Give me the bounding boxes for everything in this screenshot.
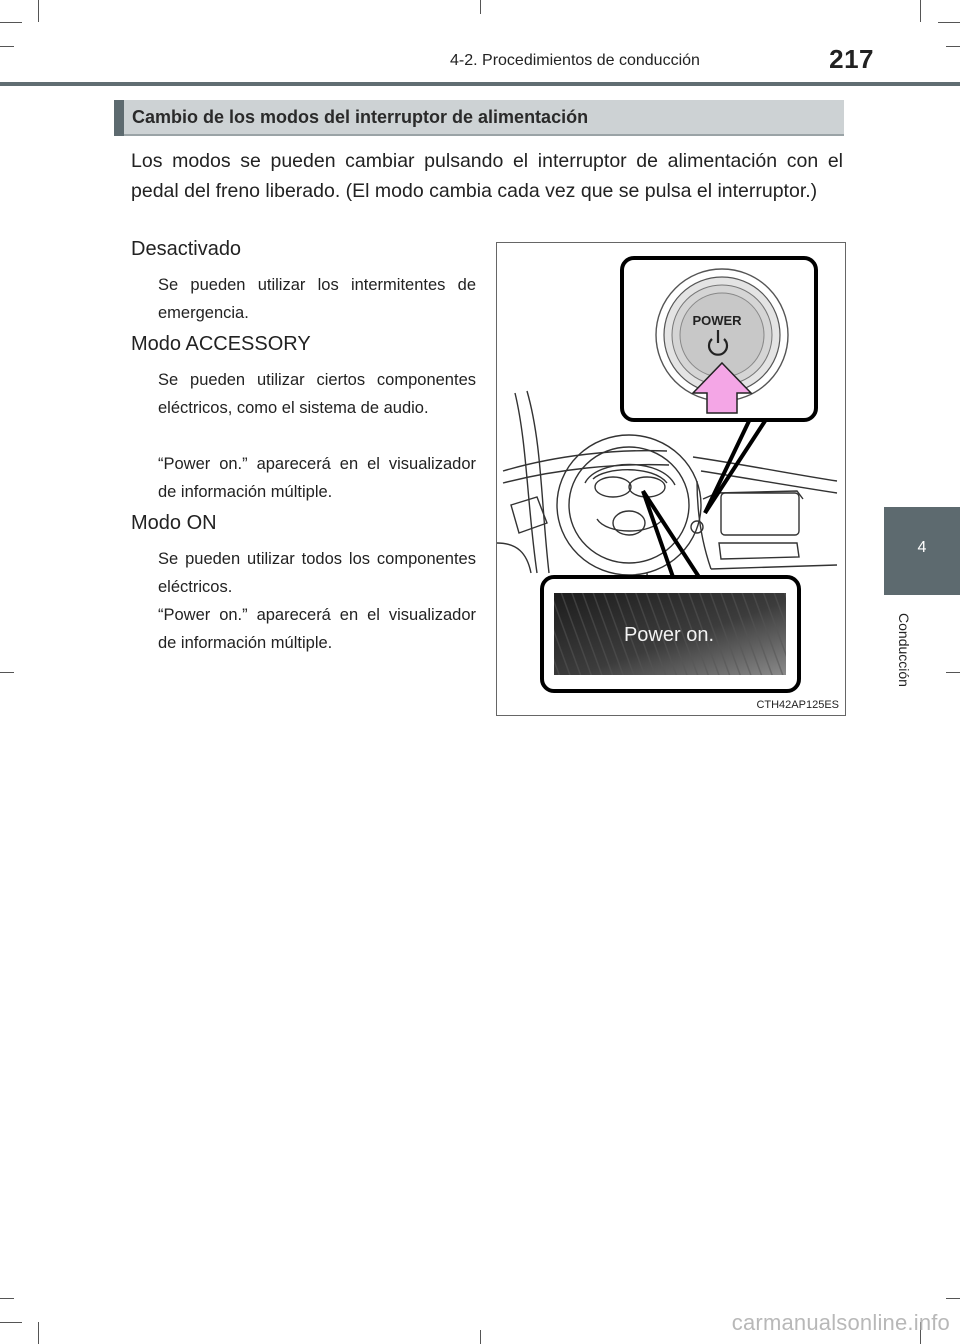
mode-text-accessory-1: Se pueden utilizar ciertos componentes eléctricos, como el sistema de audio. <box>158 371 476 417</box>
crop-mark <box>38 1322 39 1344</box>
crop-mark <box>938 22 960 23</box>
watermark: carmanualsonline.info <box>731 1310 950 1335</box>
page-number: 217 <box>829 44 874 74</box>
mode-title-off: Desactivado <box>131 238 242 260</box>
header-section-title: 4-2. Procedimientos de conducción <box>450 52 700 69</box>
section-heading-bar <box>114 100 124 136</box>
crop-mark <box>0 672 14 673</box>
crop-mark <box>0 22 22 23</box>
power-button-label: POWER <box>692 313 742 328</box>
crop-mark <box>0 1322 22 1323</box>
mode-text-on-2: “Power on.” aparecerá en el visualizador de información múltiple. <box>158 606 476 652</box>
figure-code: CTH42AP125ES <box>756 699 839 711</box>
intro-paragraph: Los modos se pueden cambiar pulsando el interruptor de alimentación con el pedal del freno liberado. (El modo cambia cada vez que se pulsa el interruptor.) <box>131 150 843 202</box>
mode-title-accessory: Modo ACCESSORY <box>131 333 311 355</box>
display-text: Power on. <box>623 624 715 646</box>
header-rule <box>0 82 960 86</box>
crop-mark <box>0 46 14 47</box>
section-heading <box>114 100 844 136</box>
chapter-number: 4 <box>917 539 927 556</box>
crop-mark <box>946 1298 960 1299</box>
crop-mark <box>946 46 960 47</box>
crop-mark <box>920 0 921 22</box>
chapter-label-text: Conducción <box>896 613 912 687</box>
crop-mark <box>480 1330 481 1344</box>
illustration-drawing <box>497 243 845 715</box>
mode-title-on: Modo ON <box>131 512 217 534</box>
chapter-tab <box>884 507 960 595</box>
crop-mark <box>946 672 960 673</box>
crop-mark <box>480 0 481 14</box>
mode-text-accessory-2: “Power on.” aparecerá en el visualizador de información múltiple. <box>158 455 476 501</box>
mode-text-on-1: Se pueden utilizar todos los componentes eléctricos. <box>158 550 476 596</box>
section-heading-label: Cambio de los modos del interruptor de alimentación <box>132 107 589 127</box>
crop-mark <box>0 1298 14 1299</box>
chapter-label <box>894 600 914 700</box>
power-switch-illustration <box>496 242 846 716</box>
crop-mark <box>38 0 39 22</box>
mode-text-off: Se pueden utilizar los intermitentes de emergencia. <box>158 276 476 322</box>
